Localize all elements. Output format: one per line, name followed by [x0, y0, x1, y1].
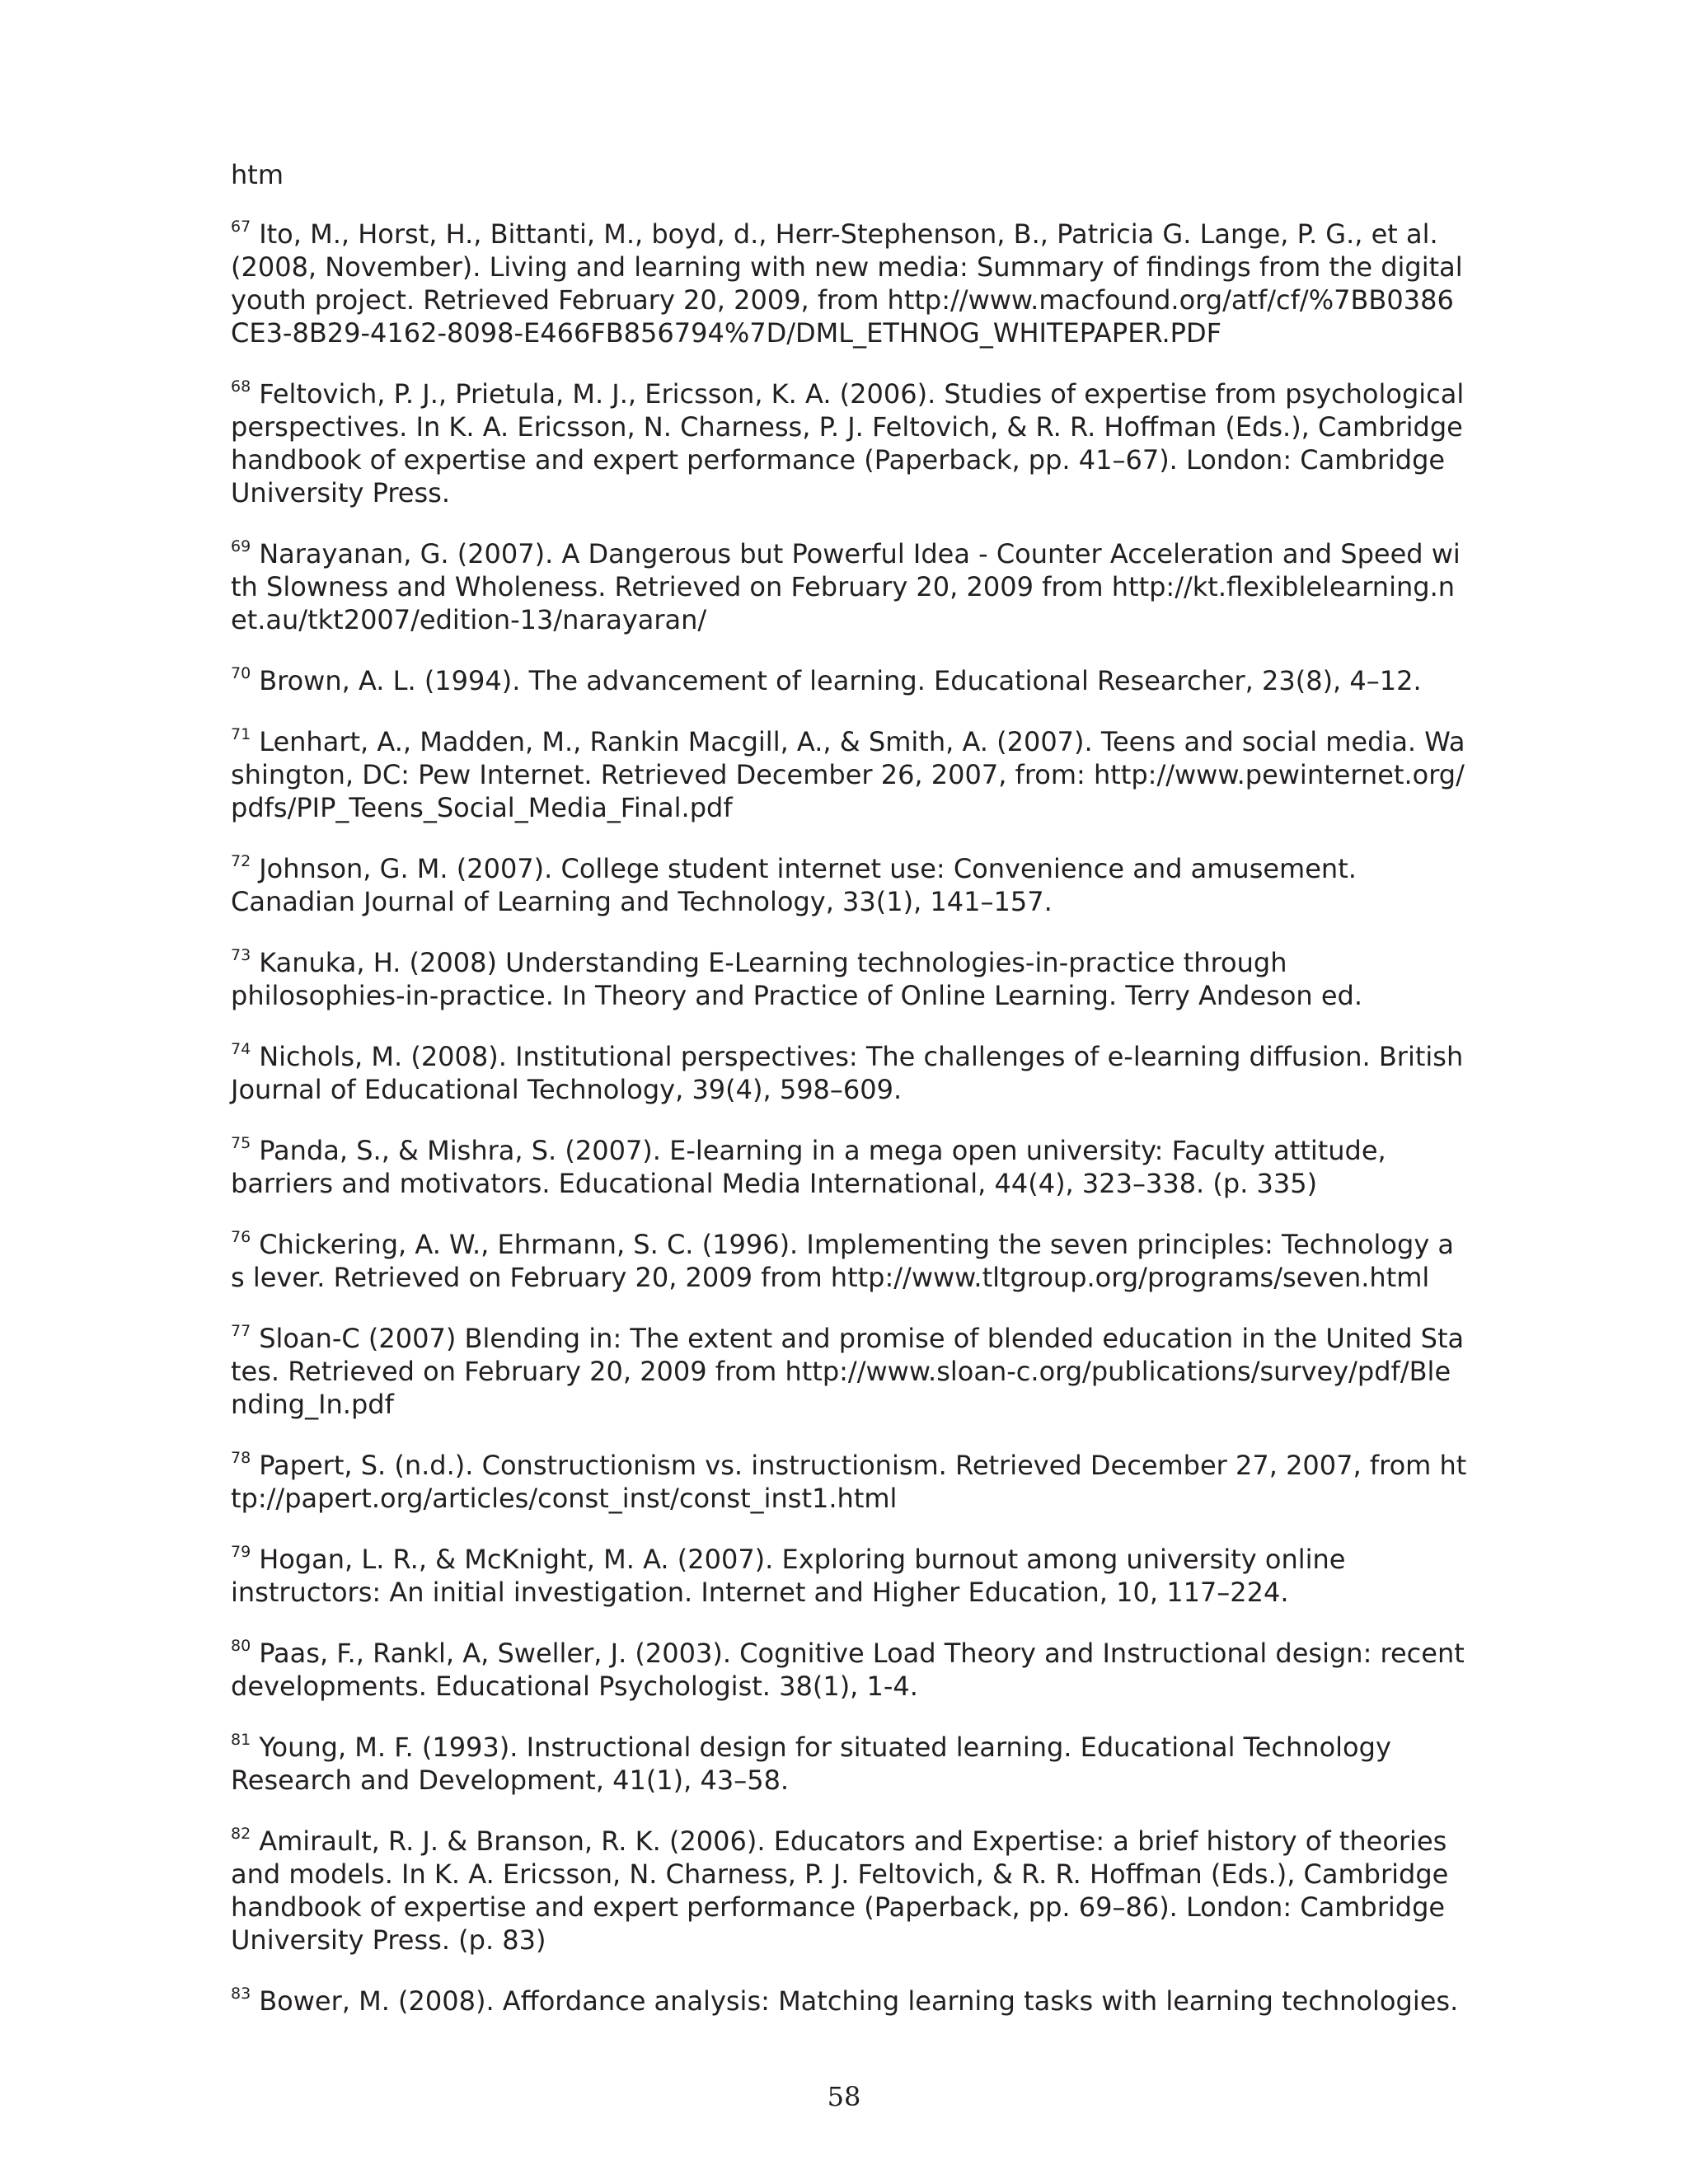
reference-text: Amirault, R. J. & Branson, R. K. (2006). Educators and Expertise: a brief history of theories and models. In K. A. Ericsson, N. Charness, P. J. Feltovich, & R. R. Hoffman (Eds.), Cambridge handbook of expertise and expert performance (Paperback, pp. 69–86). London: Cambridge University Press. (p. 83) [231, 1825, 1449, 1956]
reference-text: Kanuka, H. (2008) Understanding E-Learning technologies-in-practice through philosophies-in-practice. In Theory and Practice of Online Learning. Terry Andeson ed. [231, 947, 1363, 1011]
reference-entry [231, 537, 1467, 636]
reference-entry [231, 725, 1467, 824]
reference-entry [231, 1637, 1467, 1703]
reference-text: Chickering, A. W., Ehrmann, S. C. (1996). Implementing the seven principles: Technology as lever. Retrieved on February 20, 2009 from http://www.tltgroup.org/programs/seven.html [231, 1229, 1455, 1293]
reference-number: 76 [231, 1227, 251, 1246]
reference-text: Nichols, M. (2008). Institutional perspectives: The challenges of e-learning diffusion. British Journal of Educational Technology, 39(4), 598–609. [231, 1041, 1464, 1105]
reference-text: Bower, M. (2008). Affordance analysis: Matching learning tasks with learning technologies. [259, 1985, 1459, 2017]
reference-entry [231, 1825, 1467, 1957]
reference-text: Sloan-C (2007) Blending in: The extent and promise of blended education in the United States. Retrieved on February 20, 2009 from http://www.sloan-c.org/publications/survey/pdf/Blending_In.pdf [231, 1323, 1465, 1420]
reference-number: 81 [231, 1730, 251, 1749]
reference-number: 74 [231, 1039, 251, 1058]
reference-text: Ito, M., Horst, H., Bittanti, M., boyd, d., Herr-Stephenson, B., Patricia G. Lange, P. G., et al. (2008, November). Living and learning with new media: Summary of findings from the digital youth project. Retrieved February 20, 2009, from http://www.macfound.org/atf/cf/%7BB0386CE3-8B29-4162-8098-E466FB856794%7D/DML_ETHNOG_WHITEPAPER.PDF [231, 218, 1463, 349]
reference-number: 80 [231, 1636, 251, 1655]
reference-number: 67 [231, 217, 251, 236]
reference-entry [231, 1985, 1467, 2018]
reference-entry [231, 1228, 1467, 1294]
reference-number: 73 [231, 945, 251, 964]
reference-entry [231, 1731, 1467, 1797]
reference-number: 72 [231, 851, 251, 870]
reference-text: Lenhart, A., Madden, M., Rankin Macgill, A., & Smith, A. (2007). Teens and social media. Washington, DC: Pew Internet. Retrieved December 26, 2007, from: http://www.pewinternet.org/pdfs/PIP_Teens_Social_Media_Final.pdf [231, 726, 1465, 823]
reference-text: Narayanan, G. (2007). A Dangerous but Powerful Idea - Counter Acceleration and Speed with Slowness and Wholeness. Retrieved on February 20, 2009 from http://kt.flexiblelearning.net.au/tkt2007/edition-13/narayaran/ [231, 538, 1461, 635]
reference-number: 83 [231, 1984, 251, 2003]
reference-text: Young, M. F. (1993). Instructional design for situated learning. Educational Technology Research and Development, 41(1), 43–58. [231, 1732, 1391, 1796]
reference-entry [231, 1449, 1467, 1515]
continuation-text: htm [231, 159, 284, 190]
reference-list [231, 158, 1467, 2046]
reference-number: 68 [231, 377, 251, 396]
reference-entry [231, 377, 1467, 509]
reference-text: Brown, A. L. (1994). The advancement of learning. Educational Researcher, 23(8), 4–12. [259, 665, 1422, 696]
reference-entry [231, 946, 1467, 1012]
reference-entry [231, 664, 1467, 697]
reference-entry [231, 1543, 1467, 1609]
reference-number: 79 [231, 1542, 251, 1561]
reference-text: Feltovich, P. J., Prietula, M. J., Ericsson, K. A. (2006). Studies of expertise from psychological perspectives. In K. A. Ericsson, N. Charness, P. J. Feltovich, & R. R. Hoffman (Eds.), Cambridge handbook of expertise and expert performance (Paperback, pp. 41–67). London: Cambridge University Press. [231, 378, 1465, 509]
reference-number: 71 [231, 724, 251, 743]
reference-entry [231, 852, 1467, 918]
reference-entry [231, 1322, 1467, 1421]
reference-text: Hogan, L. R., & McKnight, M. A. (2007). Exploring burnout among university online instructors: An initial investigation. Internet and Higher Education, 10, 117–224. [231, 1544, 1346, 1608]
page-number: 58 [827, 2081, 861, 2112]
reference-number: 70 [231, 663, 251, 682]
reference-text: Papert, S. (n.d.). Constructionism vs. instructionism. Retrieved December 27, 2007, from http://papert.org/articles/const_inst/const_inst1.html [231, 1450, 1467, 1514]
reference-text: Paas, F., Rankl, A, Sweller, J. (2003). Cognitive Load Theory and Instructional design: recent developments. Educational Psychologist. 38(1), 1-4. [231, 1638, 1465, 1702]
reference-number: 69 [231, 537, 251, 555]
reference-entry [231, 218, 1467, 349]
reference-text: Panda, S., & Mishra, S. (2007). E-learning in a mega open university: Faculty attitude, barriers and motivators. Educational Media International, 44(4), 323–338. (p. 335) [231, 1135, 1386, 1199]
reference-entry [231, 1134, 1467, 1200]
reference-number: 77 [231, 1321, 251, 1340]
reference-number: 78 [231, 1448, 251, 1467]
reference-text: Johnson, G. M. (2007). College student internet use: Convenience and amusement. Canadian Journal of Learning and Technology, 33(1), 141–157. [231, 853, 1357, 917]
reference-number: 82 [231, 1824, 251, 1843]
reference-number: 75 [231, 1133, 251, 1152]
reference-entry [231, 1040, 1467, 1106]
